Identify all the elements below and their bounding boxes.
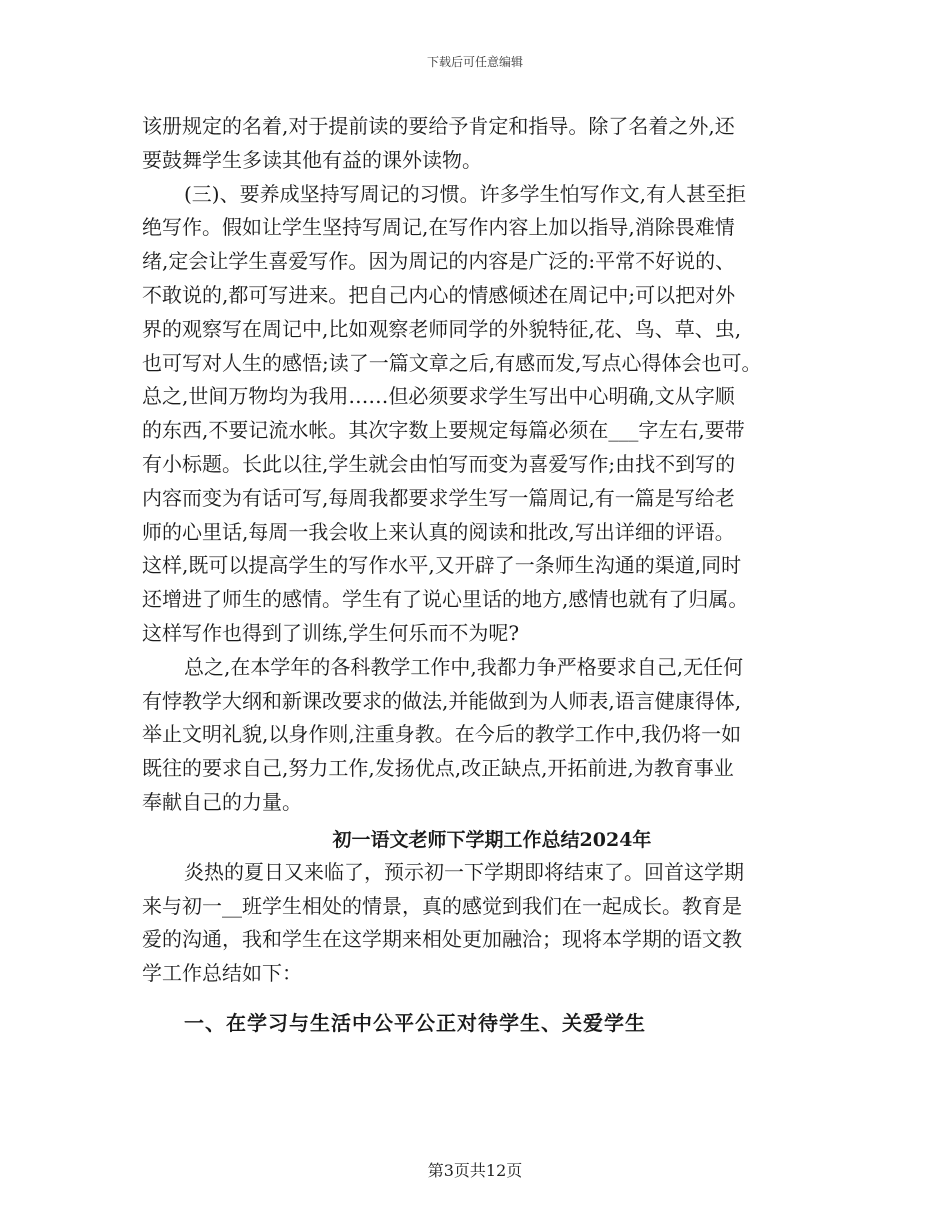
paragraph-line: 奉献自己的力量。 [142,789,302,814]
paragraph-line: 的东西,不要记流水帐。其次字数上要规定每篇必须在___字左右,要带 [142,418,745,443]
paragraph-line: 要鼓舞学生多读其他有益的课外读物。 [142,147,482,172]
paragraph-line: 总之,在本学年的各科教学工作中,我都力争严格要求自己,无任何 [184,654,744,679]
paragraph-line: 举止文明礼貌,以身作则,注重身教。在今后的教学工作中,我仍将一如 [142,722,742,747]
page-footer: 第3页共12页 [427,1161,523,1180]
paragraph-line: 来与初一__班学生相处的情景，真的感觉到我们在一起成长。教育是 [142,893,742,918]
paragraph-line: 有悖教学大纲和新课改要求的做法,并能做到为人师表,语言健康得体, [142,688,742,713]
paragraph-line: 有小标题。长此以往,学生就会由怕写而变为喜爱写作;由找不到写的 [142,451,736,476]
paragraph-line: 也可写对人生的感悟;读了一篇文章之后,有感而发,写点心得体会也可。 [142,350,762,375]
section-heading: 一、在学习与生活中公平公正对待学生、关爱学生 [184,1010,646,1035]
paragraph-line: 绝写作。假如让学生坚持写周记,在写作内容上加以指导,消除畏难情 [142,215,735,240]
paragraph-line: 炎热的夏日又来临了，预示初一下学期即将结束了。回首这学期 [184,859,744,884]
paragraph-line: 还增进了师生的感情。学生有了说心里话的地方,感情也就有了归属。 [142,587,749,612]
paragraph-line: 学工作总结如下： [142,961,302,986]
page-header: 下载后可任意编辑 [426,55,523,69]
paragraph-line: 不敢说的,都可写进来。把自己内心的情感倾述在周记中;可以把对外 [142,282,736,307]
paragraph-line: 该册规定的名着,对于提前读的要给予肯定和指导。除了名着之外,还 [142,114,735,138]
paragraph-line: 内容而变为有话可写,每周我都要求学生写一篇周记,有一篇是写给老 [142,485,735,510]
document-title: 初一语文老师下学期工作总结2024年 [332,828,652,851]
paragraph-line: 既往的要求自己,努力工作,发扬优点,改正缺点,开拓前进,为教育事业 [142,756,734,781]
paragraph-line: 总之,世间万物均为我用……但必须要求学生写出中心明确,文从字顺 [142,384,735,409]
paragraph-line: 界的观察写在周记中,比如观察老师同学的外貌特征,花、鸟、草、虫, [142,316,742,341]
paragraph-line: 绪,定会让学生喜爱写作。因为周记的内容是广泛的:平常不好说的、 [142,249,736,274]
paragraph-line: 师的心里话,每周一我会收上来认真的阅读和批改,写出详细的评语。 [142,519,735,544]
paragraph-line: 这样,既可以提高学生的写作水平,又开辟了一条师生沟通的渠道,同时 [142,553,742,578]
paragraph-line: 爱的沟通，我和学生在这学期来相处更加融洽；现将本学期的语文教 [142,927,742,952]
document-body [142,110,822,1043]
paragraph-line: 这样写作也得到了训练,学生何乐而不为呢? [142,620,520,645]
paragraph-line: (三)、要养成坚持写周记的习惯。许多学生怕写作文,有人甚至拒 [184,181,746,206]
